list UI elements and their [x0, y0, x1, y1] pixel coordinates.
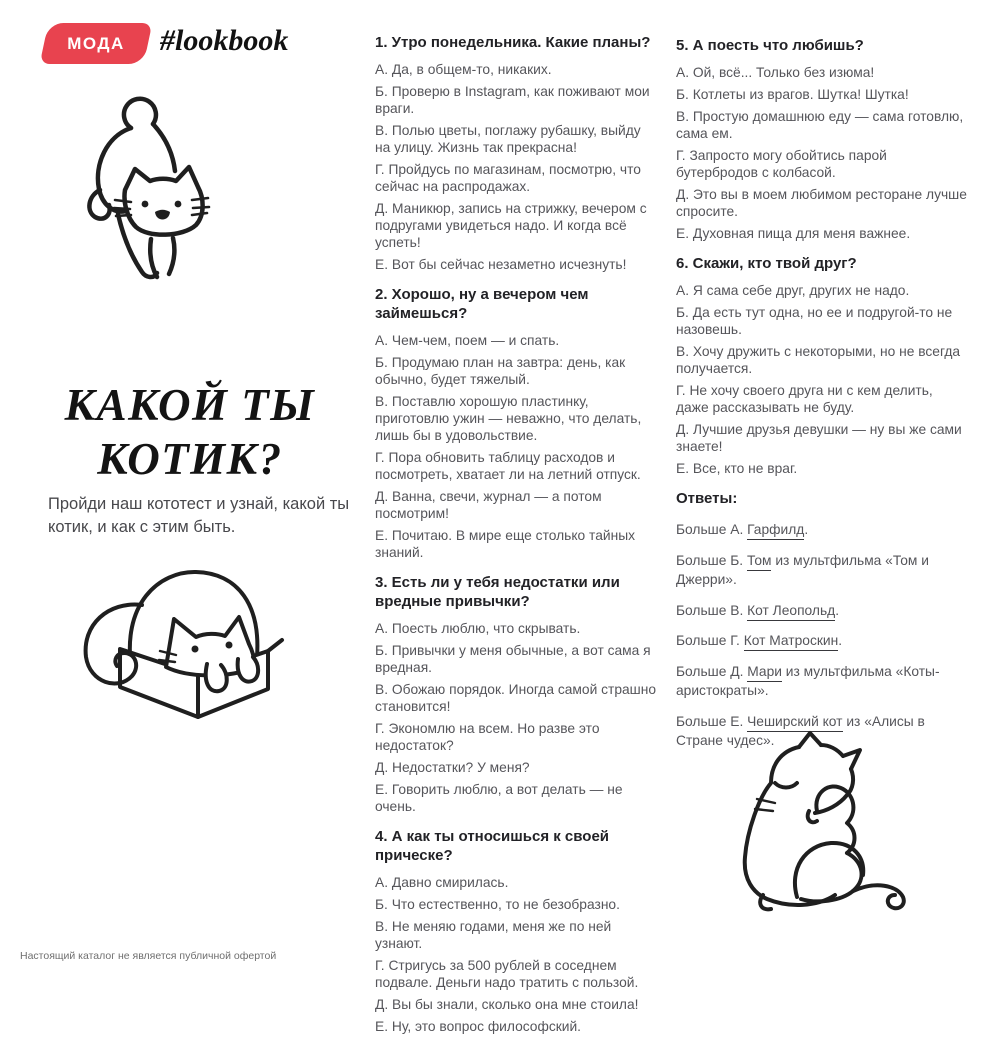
page-title-line2: КОТИК?	[97, 434, 283, 485]
question-option: Б. Что естественно, то не безобразно.	[375, 897, 620, 912]
question-option: Д. Вы бы знали, сколько она мне стоила!	[375, 997, 639, 1012]
question-option: Д. Лучшие друзья девушки — ну вы же сами знаете!	[676, 422, 962, 454]
question-options	[375, 874, 659, 1035]
questions-column-2	[676, 36, 968, 762]
question-options	[375, 620, 659, 815]
answer-suffix: из мультфильма «Том и Джерри».	[676, 552, 929, 587]
question-options	[375, 332, 659, 561]
question-option: В. Хочу дружить с некоторыми, но не всегда получается.	[676, 344, 961, 376]
moda-badge	[44, 23, 148, 64]
question-option: Е. Почитаю. В мире еще столько тайных знаний.	[375, 528, 636, 560]
answer-suffix: .	[835, 602, 840, 618]
question-options	[375, 61, 659, 273]
question-title: 1. Утро понедельника. Какие планы?	[375, 34, 651, 51]
question-option: Б. Проверю в Instagram, как поживают мои враги.	[375, 84, 650, 116]
question-option: Б. Котлеты из врагов. Шутка! Шутка!	[676, 87, 909, 102]
answer-prefix: Больше Г.	[676, 633, 744, 648]
answer-suffix: из мультфильма «Коты-аристократы».	[676, 663, 940, 698]
question-option: Е. Духовная пища для меня важнее.	[676, 226, 911, 241]
answer-prefix: Больше Д.	[676, 663, 748, 679]
answer-item	[676, 551, 968, 590]
question-block	[375, 573, 659, 815]
question-option: В. Полью цветы, поглажу рубашку, выйду на улицу. Жизнь так прекрасна!	[375, 123, 641, 155]
question-title: 4. А как ты относишься к своей прическе?	[375, 828, 610, 864]
answer-suffix: .	[804, 522, 809, 537]
footer-disclaimer: Настоящий каталог не является публичной офертой	[20, 949, 277, 962]
answer-prefix: Больше А.	[676, 522, 748, 537]
question-option: Г. Пройдусь по магазинам, посмотрю, что сейчас на распродажах.	[375, 162, 641, 194]
question-option: В. Поставлю хорошую пластинку, приготовлю ужин — неважно, что делать, лишь бы в удовольствие.	[375, 394, 642, 443]
page-title	[20, 378, 360, 486]
question-option: В. Не меняю годами, меня же по ней узнают.	[375, 919, 612, 951]
answer-prefix: Больше Е.	[676, 713, 748, 729]
question-option: В. Обожаю порядок. Иногда самой страшно становится!	[375, 682, 657, 714]
answer-suffix: из «Алисы в Стране чудес».	[676, 713, 925, 748]
question-option: А. Да, в общем-то, никаких.	[375, 62, 552, 77]
question-option: Г. Пора обновить таблицу расходов и посмотреть, хватает ли на летний отпуск.	[375, 450, 641, 482]
question-option: Е. Вот бы сейчас незаметно исчезнуть!	[375, 257, 627, 272]
answer-item	[676, 601, 968, 621]
answer-character-name: Гарфилд	[747, 522, 804, 540]
answers-section	[676, 489, 968, 751]
grooming-cat-illustration	[705, 723, 920, 913]
question-block	[375, 33, 659, 273]
question-block	[375, 285, 659, 561]
answer-item	[676, 662, 968, 701]
question-option: Д. Недостатки? У меня?	[375, 760, 530, 775]
question-option: А. Поесть люблю, что скрывать.	[375, 621, 581, 636]
question-block	[676, 36, 968, 242]
question-options	[676, 282, 968, 477]
question-option: А. Ой, всё... Только без изюма!	[676, 65, 875, 80]
answer-prefix: Больше В.	[676, 602, 748, 618]
answers-list	[676, 520, 968, 751]
question-option: Г. Экономлю на всем. Но разве это недостаток?	[375, 721, 600, 753]
page-subtitle: Пройди наш кототест и узнай, какой ты котик, и как с этим быть.	[48, 494, 350, 536]
question-option: Д. Ванна, свечи, журнал — а потом посмотрим!	[375, 489, 602, 521]
question-option: Д. Маникюр, запись на стрижку, вечером с подругами увидеться надо. И когда всё успеть!	[375, 201, 647, 250]
question-option: А. Я сама себе друг, других не надо.	[676, 283, 910, 298]
answer-character-name: Кот Матроскин	[744, 633, 839, 651]
questions-column-1	[375, 33, 659, 1047]
question-title: 6. Скажи, кто твой друг?	[676, 255, 857, 272]
answer-item	[676, 520, 968, 540]
answers-title: Ответы:	[676, 490, 738, 507]
answer-character-name: Чеширский кот	[747, 714, 842, 732]
answer-suffix: .	[838, 633, 843, 648]
question-option: Б. Да есть тут одна, но ее и подругой-то не назовешь.	[676, 305, 953, 337]
question-title: 3. Есть ли у тебя недостатки или вредные привычки?	[375, 574, 620, 610]
question-option: Г. Не хочу своего друга ни с кем делить, даже рассказывать не буду.	[676, 383, 933, 415]
lookbook-hashtag: #lookbook	[160, 24, 289, 57]
question-option: Е. Все, кто не враг.	[676, 461, 798, 476]
question-block	[375, 827, 659, 1035]
question-option: А. Давно смирилась.	[375, 875, 509, 890]
stretching-cat-illustration	[85, 88, 215, 293]
moda-badge-label: МОДА	[67, 33, 125, 53]
answer-character-name: Мари	[747, 664, 782, 682]
questions-column-2-list	[676, 36, 968, 477]
answer-character-name: Кот Леопольд	[747, 603, 835, 621]
question-options	[676, 64, 968, 242]
answer-prefix: Больше Б.	[676, 552, 747, 568]
question-title: 2. Хорошо, ну а вечером чем займешься?	[375, 286, 589, 322]
question-option: Д. Это вы в моем любимом ресторане лучше спросите.	[676, 187, 967, 219]
cat-in-box-illustration	[68, 545, 313, 735]
page-title-line1: КАКОЙ ТЫ	[64, 380, 316, 431]
question-option: Б. Привычки у меня обычные, а вот сама я вредная.	[375, 643, 651, 675]
question-block	[676, 254, 968, 477]
answer-item	[676, 631, 968, 651]
answer-character-name: Том	[747, 553, 772, 571]
question-option: В. Простую домашнюю еду — сама готовлю, сама ем.	[676, 109, 964, 141]
question-option: Е. Ну, это вопрос философский.	[375, 1019, 582, 1034]
question-option: Г. Запросто могу обойтись парой бутербродов с колбасой.	[676, 148, 887, 180]
question-title: 5. А поесть что любишь?	[676, 37, 864, 54]
question-option: Г. Стригусь за 500 рублей в соседнем подвале. Деньги надо тратить с пользой.	[375, 958, 639, 990]
question-option: Б. Продумаю план на завтра: день, как обычно, будет тяжелый.	[375, 355, 626, 387]
question-option: А. Чем-чем, поем — и спать.	[375, 333, 560, 348]
question-option: Е. Говорить люблю, а вот делать — не очень.	[375, 782, 623, 814]
